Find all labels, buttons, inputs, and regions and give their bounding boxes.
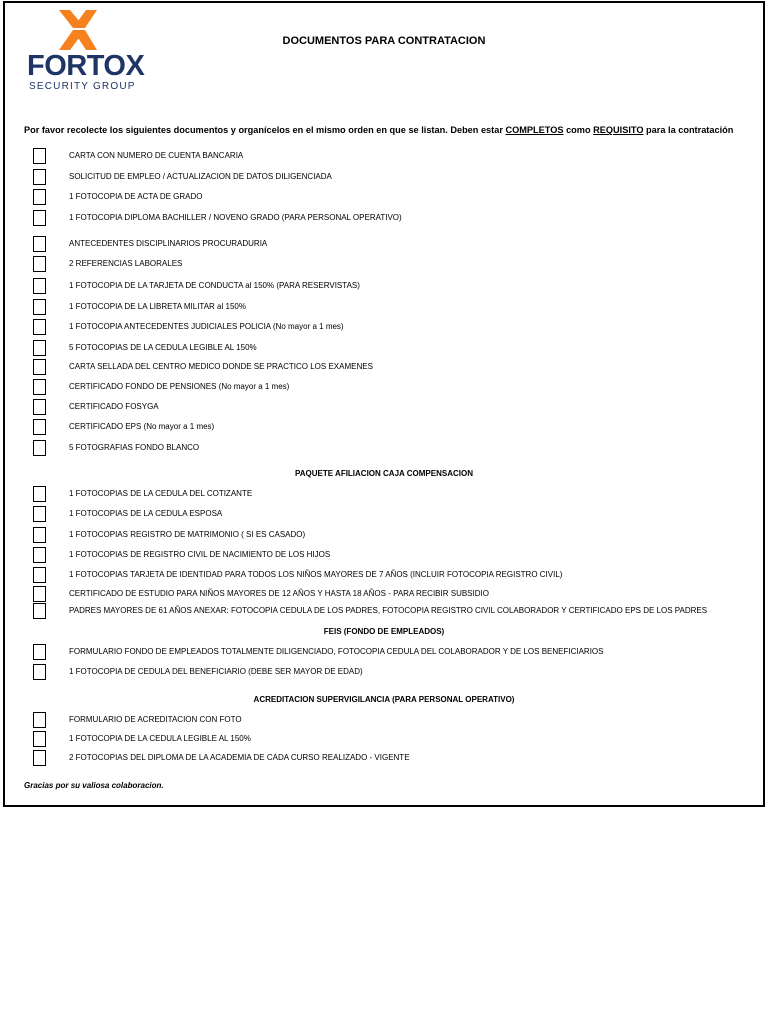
item-label: 1 FOTOCOPIA DIPLOMA BACHILLER / NOVENO GRADO (PARA PERSONAL OPERATIVO): [69, 213, 402, 222]
instructions-end-text: para la contratación: [643, 125, 734, 135]
checkbox[interactable]: [33, 189, 46, 205]
item-label: 1 FOTOCOPIAS TARJETA DE IDENTIDAD PARA TODOS LOS NIÑOS MAYORES DE 7 AÑOS (INCLUIR FOTOCOPIA REGISTRO CIVIL): [69, 570, 563, 579]
checkbox[interactable]: [33, 567, 46, 583]
item-label: 5 FOTOCOPIAS DE LA CEDULA LEGIBLE AL 150%: [69, 343, 257, 352]
checkbox[interactable]: [33, 419, 46, 435]
checkbox[interactable]: [33, 486, 46, 502]
checkbox[interactable]: [33, 527, 46, 543]
item-label: PADRES MAYORES DE 61 AÑOS ANEXAR: FOTOCOPIA CEDULA DE LOS PADRES, FOTOCOPIA REGISTRO CIVIL COLABORADOR Y CERTIFICADO EPS DE LOS PADRES: [69, 606, 708, 615]
item-label: CERTIFICADO EPS (No mayor a 1 mes): [69, 422, 215, 431]
item-label: CARTA SELLADA DEL CENTRO MEDICO DONDE SE PRACTICO LOS EXAMENES: [69, 362, 373, 371]
item-label: CERTIFICADO FONDO DE PENSIONES (No mayor a 1 mes): [69, 382, 290, 391]
item-label: SOLICITUD DE EMPLEO / ACTUALIZACION DE DATOS DILIGENCIADA: [69, 172, 332, 181]
checkbox[interactable]: [33, 319, 46, 335]
item-label: 1 FOTOCOPIAS DE LA CEDULA DEL COTIZANTE: [69, 489, 253, 498]
checkbox[interactable]: [33, 340, 46, 356]
closing-note: Gracias por su valiosa colaboracion.: [24, 781, 164, 790]
checkbox[interactable]: [33, 210, 46, 226]
section-heading: FEIS (FONDO DE EMPLEADOS): [323, 627, 445, 636]
checkbox[interactable]: [33, 586, 46, 602]
checkbox[interactable]: [33, 644, 46, 660]
checkbox[interactable]: [33, 750, 46, 766]
item-label: 2 FOTOCOPIAS DEL DIPLOMA DE LA ACADEMIA DE CADA CURSO REALIZADO - VIGENTE: [69, 753, 410, 762]
checkbox[interactable]: [33, 547, 46, 563]
item-label: 1 FOTOCOPIAS DE LA CEDULA ESPOSA: [69, 509, 223, 518]
checkbox[interactable]: [33, 299, 46, 315]
section-heading: ACREDITACION SUPERVIGILANCIA (PARA PERSONAL OPERATIVO): [253, 695, 515, 704]
requisito-text: REQUISITO: [593, 125, 644, 135]
checkbox[interactable]: [33, 256, 46, 272]
checkbox[interactable]: [33, 148, 46, 164]
checkbox[interactable]: [33, 731, 46, 747]
checkbox[interactable]: [33, 379, 46, 395]
fortox-logo: [25, 8, 145, 96]
item-label: 1 FOTOCOPIA DE LA CEDULA LEGIBLE AL 150%: [69, 734, 251, 743]
checkbox[interactable]: [33, 169, 46, 185]
page-title: DOCUMENTOS PARA CONTRATACION: [282, 35, 486, 47]
checkbox[interactable]: [33, 359, 46, 375]
item-label: 1 FOTOCOPIAS DE REGISTRO CIVIL DE NACIMIENTO DE LOS HIJOS: [69, 550, 331, 559]
item-label: FORMULARIO FONDO DE EMPLEADOS TOTALMENTE DILIGENCIADO, FOTOCOPIA CEDULA DEL COLABORADOR Y DE LOS BENEFICIARIOS: [69, 647, 604, 656]
item-label: 1 FOTOCOPIA ANTECEDENTES JUDICIALES POLICIA (No mayor a 1 mes): [69, 322, 344, 331]
checkbox[interactable]: [33, 278, 46, 294]
checkbox[interactable]: [33, 712, 46, 728]
item-label: 1 FOTOCOPIA DE CEDULA DEL BENEFICIARIO (DEBE SER MAYOR DE EDAD): [69, 667, 363, 676]
item-label: CERTIFICADO FOSYGA: [69, 402, 159, 411]
instructions: [24, 125, 733, 136]
checkbox[interactable]: [33, 603, 46, 619]
item-label: 5 FOTOGRAFIAS FONDO BLANCO: [69, 443, 200, 452]
item-label: CARTA CON NUMERO DE CUENTA BANCARIA: [69, 151, 244, 160]
item-label: FORMULARIO DE ACREDITACION CON FOTO: [69, 715, 242, 724]
item-label: 1 FOTOCOPIA DE ACTA DE GRADO: [69, 192, 203, 201]
item-label: 2 REFERENCIAS LABORALES: [69, 259, 183, 268]
checkbox[interactable]: [33, 236, 46, 252]
section-heading: PAQUETE AFILIACION CAJA COMPENSACION: [295, 469, 473, 478]
item-label: 1 FOTOCOPIA DE LA LIBRETA MILITAR al 150%: [69, 302, 246, 311]
item-label: ANTECEDENTES DISCIPLINARIOS PROCURADURIA: [69, 239, 268, 248]
checkbox[interactable]: [33, 664, 46, 680]
item-label: 1 FOTOCOPIA DE LA TARJETA DE CONDUCTA al 150% (PARA RESERVISTAS): [69, 281, 360, 290]
checkbox[interactable]: [33, 506, 46, 522]
completos-text: COMPLETOS: [505, 125, 564, 135]
checkbox[interactable]: [33, 440, 46, 456]
item-label: CERTIFICADO DE ESTUDIO PARA NIÑOS MAYORES DE 12 AÑOS Y HASTA 18 AÑOS - PARA RECIBIR SUBSIDIO: [69, 589, 489, 598]
item-label: 1 FOTOCOPIAS REGISTRO DE MATRIMONIO ( SI ES CASADO): [69, 530, 306, 539]
logo-wordmark: FORTOX: [27, 50, 145, 82]
como-text: como: [563, 125, 594, 135]
instructions-text: Por favor recolecte los siguientes documentos y organícelos en el mismo orden en que se listan. Deben estar: [24, 125, 506, 135]
logo-tagline: SECURITY GROUP: [29, 81, 136, 92]
checkbox[interactable]: [33, 399, 46, 415]
